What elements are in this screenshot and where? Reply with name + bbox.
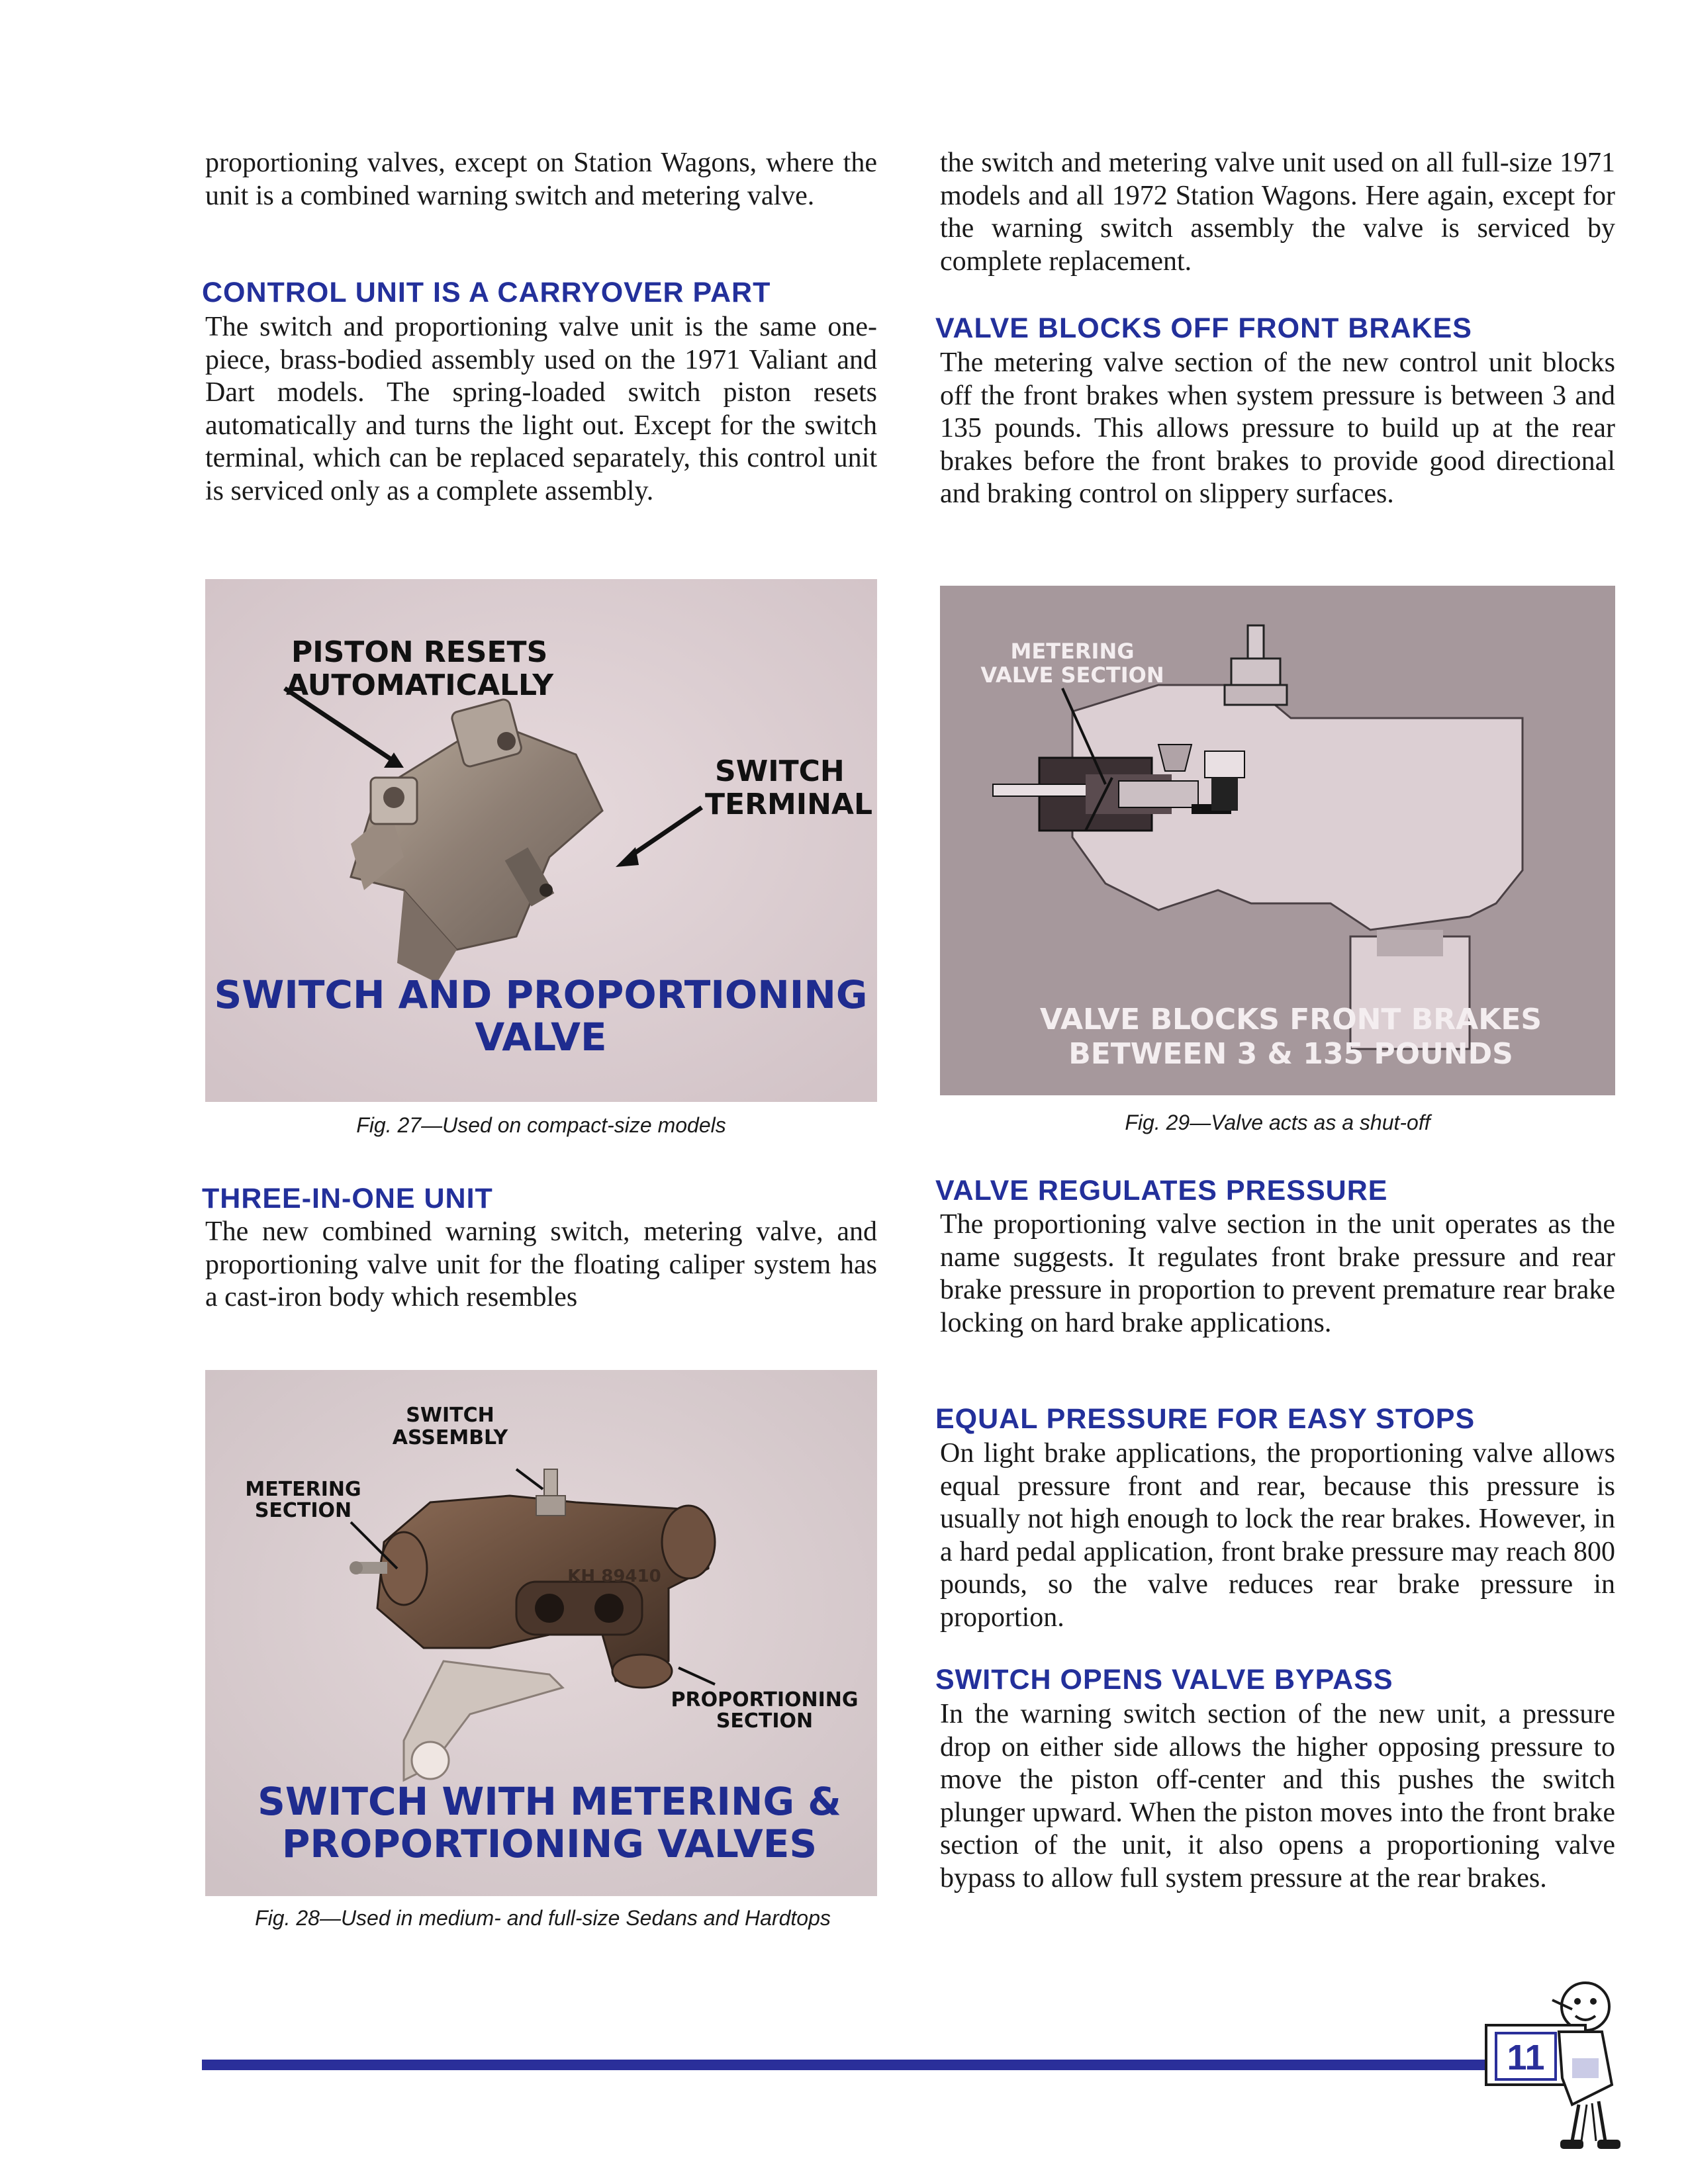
right-paragraph-5: In the warning switch section of the new unit, a pressure drop on either side allows the higher opposing pressure to move the piston off-center and this pushes the switch plunger upward. When the piston moves into the front brake section of the unit, it also opens a proportioning valve bypass to allow full system pressure at the rear brakes. (940, 1699, 1615, 1893)
heading-equal-pressure: EQUAL PRESSURE FOR EASY STOPS (935, 1403, 1476, 1435)
left-paragraph-2: The switch and proportioning valve unit is the same one-piece, brass-bodied assembly used on the 1971 Valiant and Dart models. The spring-loaded switch piston resets automatically and turns the light out. Except for the switch terminal, which can be replaced separately, this control unit is serviced only as a complete assembly. (205, 312, 877, 506)
fig29-label-metering-line2: VALVE SECTION (980, 662, 1164, 688)
fig28-title-line2: PROPORTIONING VALVES (281, 1821, 818, 1866)
fig28-label-metering-line2: SECTION (254, 1499, 352, 1522)
fig27-photo (205, 579, 877, 1102)
fig27-label-switch-line1: SWITCH (715, 754, 845, 788)
right-paragraph-4: On light brake applications, the proportioning valve allows equal pressure front and rear, because this pressure is usually not high enough to lock the rear brakes. However, in a hard pedal application, front brake pressure may reach 800 pounds, so the valve reduces rear brake pressure in proportion. (940, 1438, 1615, 1633)
fig27-label-piston-line2: AUTOMATICALLY (286, 668, 554, 702)
heading-control-unit-carryover: CONTROL UNIT IS A CARRYOVER PART (202, 277, 771, 308)
right-paragraph-2: The metering valve section of the new control unit blocks off the front brakes when system pressure is between 3 and 135 pounds. This allows pressure to build up at the rear brakes before the front brakes to provide good directional and braking control on slippery surfaces. (940, 347, 1615, 509)
fig27-title-line1: SWITCH AND PROPORTIONING (214, 972, 868, 1017)
fig28-label-switch-line1: SWITCH (406, 1404, 494, 1427)
fig29-label-metering-line1: METERING (1010, 639, 1135, 664)
heading-valve-blocks-front-brakes: VALVE BLOCKS OFF FRONT BRAKES (935, 312, 1472, 344)
fig28-label-part-number: KH 89410 (567, 1567, 661, 1586)
fig28-label-metering-line1: METERING (245, 1478, 361, 1501)
heading-switch-opens-bypass: SWITCH OPENS VALVE BYPASS (935, 1664, 1393, 1696)
page-number-mascot (1479, 1979, 1632, 2158)
right-paragraph-3: The proportioning valve section in the unit operates as the name suggests. It regulates front brake pressure and rear brake pressure in proportion to prevent premature rear brake locking on hard brake applications. (940, 1209, 1615, 1338)
page-number: 11 (1507, 2038, 1545, 2077)
left-paragraph-3: The new combined warning switch, metering valve, and proportioning valve unit for the floating caliper system has a cast-iron body which resembles (205, 1216, 877, 1312)
bottom-rule (202, 2060, 1493, 2070)
right-paragraph-1: the switch and metering valve unit used on all full-size 1971 models and all 1972 Station Wagons. Here again, except for the warning switch assembly the valve is serviced by complete replacement. (940, 148, 1615, 277)
fig28-caption: Fig. 28—Used in medium- and full-size Sedans and Hardtops (255, 1906, 831, 1930)
fig27-title-line2: VALVE (475, 1015, 607, 1060)
heading-three-in-one: THREE-IN-ONE UNIT (202, 1183, 493, 1214)
fig28-label-switch-line2: ASSEMBLY (392, 1426, 508, 1449)
fig28-label-proportioning-line1: PROPORTIONING (671, 1688, 859, 1711)
fig27-caption: Fig. 27—Used on compact-size models (356, 1113, 726, 1137)
fig29-banner-line1: VALVE BLOCKS FRONT BRAKES (1039, 1003, 1542, 1036)
fig28-photo (205, 1370, 877, 1896)
fig29-banner-line2: BETWEEN 3 & 135 POUNDS (1068, 1037, 1513, 1071)
left-paragraph-1: proportioning valves, except on Station Wagons, where the unit is a combined warning switch and metering valve. (205, 148, 877, 211)
fig29-caption: Fig. 29—Valve acts as a shut-off (1125, 1111, 1430, 1134)
fig27-label-switch-line2: TERMINAL (705, 788, 873, 821)
fig28-label-proportioning-line2: SECTION (716, 1709, 814, 1733)
fig28-title-line1: SWITCH WITH METERING & (258, 1779, 841, 1824)
fig29-photo (940, 586, 1615, 1095)
heading-valve-regulates-pressure: VALVE REGULATES PRESSURE (935, 1175, 1388, 1206)
fig27-label-piston-line1: PISTON RESETS (291, 635, 548, 669)
